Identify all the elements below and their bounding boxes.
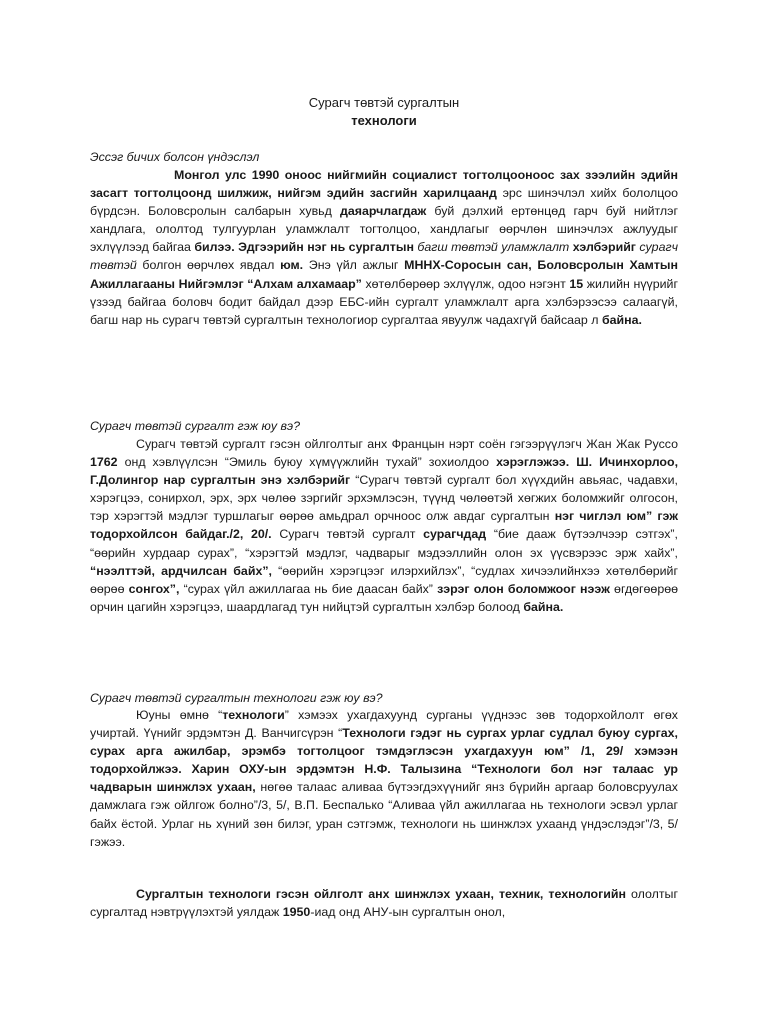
text-run: даяарчлагдаж — [339, 204, 427, 219]
text-run: Энэ үйл ажлыг — [308, 258, 399, 273]
text-run: Технологи гэдэг нь сургах урлаг судлал буюу сургах, сурах арга ажилбар, эрэмбэ тогтолцоог тэмдэглэсэн ухагдахуун юм” /1, 29/ хэмээн тодорхойлжээ. Харин ОХУ-ын эрдэмтэн Н.Ф. Талызина “Технологи бол нэг талаас ур чадварын шинжлэх ухаан, — [90, 726, 679, 795]
document-title-line-1: Сурагч төвтэй сургалтын — [308, 95, 460, 110]
text-run: “бие дааж бүтээлчээр сэтгэх”, “өөрийн хурдаар сурах”, “хэрэгтэй мэдлэг, чадварыг мэдээллийн олон эх үүсвэрээс эрж хайх”, — [90, 527, 678, 560]
text-run: байна. — [523, 599, 564, 614]
text-run: сонгох”, — [128, 581, 180, 596]
text-run: эрс шинэчлэл хийх бололцоо бүрдсэн. Боловсролын салбарын хувьд — [90, 186, 678, 219]
text-run: “өөрийн хэрэгцээг илэрхийлэх”, “судлах хичээлийнхээ хөтөлбөрийг өөрөө — [90, 563, 678, 596]
text-run: байна. — [601, 312, 642, 327]
text-run: -иад онд АНУ-ын сургалтын онол, — [310, 905, 506, 920]
text-run: “нээлттэй, ардчилсан байх”, — [90, 563, 272, 578]
text-run: зэрэг олон боломжоог нээж — [437, 581, 610, 596]
text-run: багш төвтэй уламжлалт — [417, 240, 570, 255]
text-run: хэрэглэжээ. Ш. Ичинхорлоо, Г.Долингор нар сургалтын энэ хэлбэрийг — [90, 455, 679, 488]
text-run: ” хэмээх ухагдахуунд сурганы үүднээс зөв тодорхойлолт өгөх учиртай. Үүнийг эрдэмтэн Д. Ванчигсүрэн “ — [90, 708, 678, 741]
text-run: технологи — [222, 708, 285, 722]
text-run: жилийн нүүрийг үзээд байгаа боловч бодит байдал дээр ЕБС-ийн сургалт уламжлалт арга хэлбэрээсээ салаагүй, багш нар нь сурагч төвтэй сургалтын технологиор сургалтаа явуулж чадахгүй байсаар л — [90, 276, 678, 327]
text-run: Сурагч төвтэй сургалт гэсэн ойлголтыг анх Францын нэрт соён гэгээрүүлэгч Жан Жак Руссо — [136, 437, 678, 451]
text-run: буй дэлхий ертөнцөд гарч буй нийтлэг хандлага, ололтод тулгуурлан уламжлалт тогтолцоо, хандлагыг өөрчлөн шинэчлэх ажлуудыг эхлүүлээд байгаа — [90, 204, 678, 255]
text-run: Сурагч төвтэй сургалт — [279, 527, 416, 542]
text-run: “Сурагч төвтэй сургалт бол хүүхдийн авьяас, чадавхи, хэрэгцээ, сонирхол, эрх, эрх чөлөө зэргийг эрхэмлэсэн, түүнд чөлөөтэй хөгжих боломжийг олгосон, тэр хэрэгтэй мэдлэг туршлагыг өөрөө амьдрал орчноос олж авдаг сургалтын — [90, 473, 678, 524]
text-run: билээ. Эдгээрийн нэг нь сургалтын — [194, 240, 414, 255]
text-run: 15 — [569, 276, 584, 291]
text-run: Сургалтын технологи гэсэн ойлголт анх шинжлэх ухаан, техник, технологийн — [136, 887, 626, 901]
text-run: МННХ-Соросын сан, Боловсролын Хамтын Ажиллагааны Нийгэмлэг “Алхам алхамаар” — [90, 258, 678, 291]
text-run: сурагч төвтэй — [90, 240, 678, 273]
text-run: нэг чиглэл юм” гэж тодорхойлсон байдаг./2, 20/. — [90, 509, 678, 542]
text-run: Монгол улс 1990 оноос нийгмийн социалист тогтолцооноос зах зээлийн эдийн засагт тогтолцоонд шилжиж, нийгэм эдийн засгийн харилцаанд — [90, 168, 678, 201]
text-run: өгдөгөөрөө орчин цагийн хэрэгцээ, шаардлагад тун нийцтэй сургалтын хэлбэр болоод — [90, 581, 678, 614]
paragraph-rationale — [90, 166, 678, 329]
text-run: хөтөлбөрөөр эхлүүлж, одоо нэгэнт — [365, 276, 566, 291]
text-run: “сурах үйл ажиллагаа нь бие даасан байх” — [183, 581, 433, 596]
section-heading-technology: Сурагч төвтэй сургалтын технологи гэж юу вэ? — [90, 691, 383, 705]
paragraph-definition — [90, 435, 678, 616]
text-run: нөгөө талаас аливаа бүтээгдэхүүнийг янз бүрийн аргаар боловсруулах дамжлага гэж ойлгож болно”/3, 5/, В.П. Беспалько “Аливаа үйл ажиллагаа нь технологи эсвэл урлаг байх ёстой. Урлаг нь хүний зөн билэг, уран сэтгэмж, технологи нь шинжлэх ухаанд үндэслэдэг”/3, 5/ гэжээ. — [90, 780, 678, 849]
text-run: 1762 — [90, 455, 118, 470]
section-heading-rationale: Эссэг бичих болсон үндэслэл — [90, 150, 260, 164]
text-run: юм. — [280, 258, 304, 273]
paragraph-technology — [90, 706, 678, 851]
text-run: хэлбэрийг — [572, 240, 636, 255]
text-run: Юуны өмнө “ — [136, 708, 223, 722]
text-run: 1950 — [282, 905, 311, 920]
paragraph-learning-technology — [90, 885, 678, 921]
text-run: болгон өөрчлөх явдал — [142, 258, 275, 273]
document-title-line-2: технологи — [351, 113, 417, 128]
text-run: ололтыг сургалтад нэвтрүүлэхтэй уялдаж — [90, 887, 678, 920]
section-heading-definition: Сурагч төвтэй сургалт гэж юу вэ? — [90, 419, 300, 433]
text-run: онд хэвлүүлсэн “Эмиль буюу хүмүүжлийн тухай” зохиолдоо — [124, 455, 490, 470]
text-run: сурагчдад — [423, 527, 487, 542]
